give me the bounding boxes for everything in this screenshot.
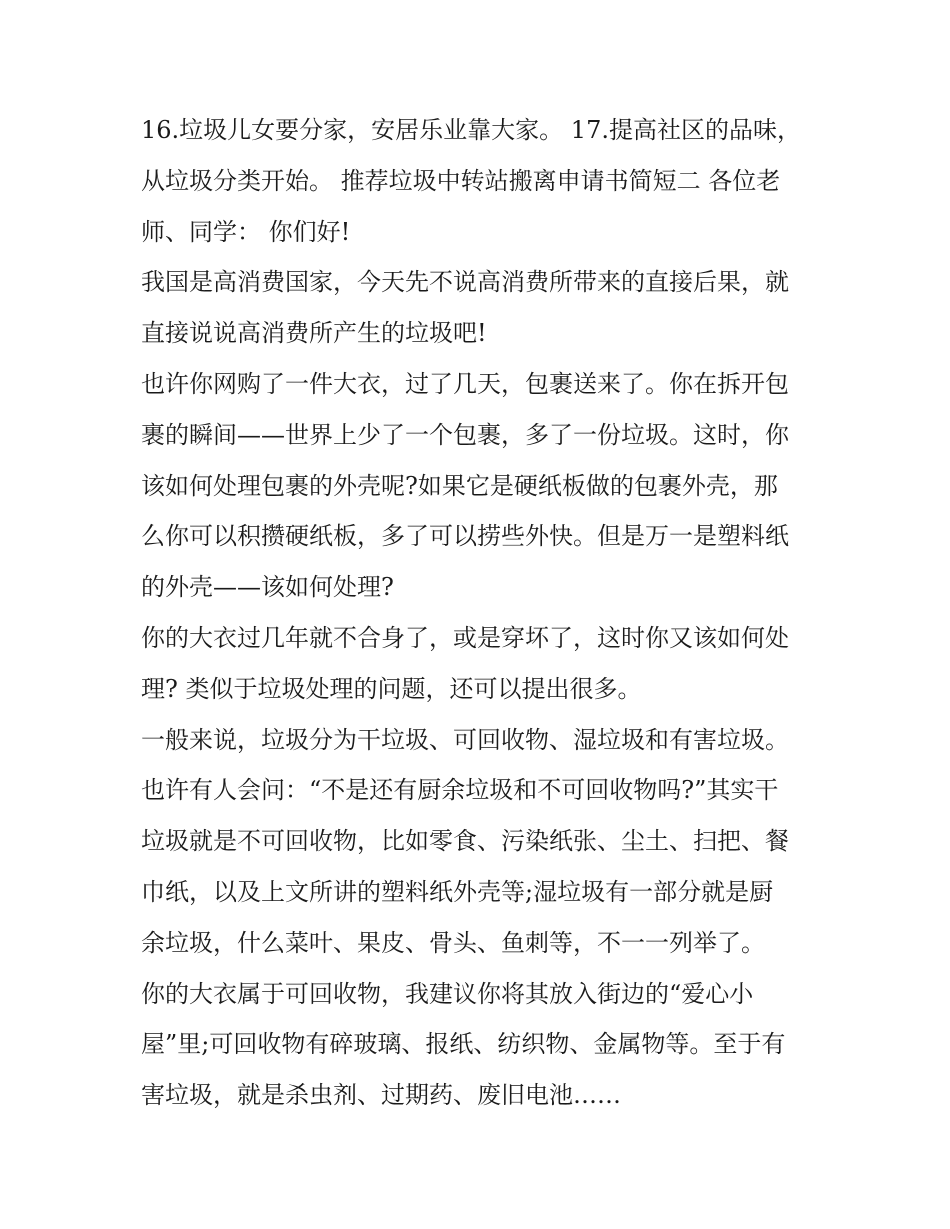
text-line: 么你可以积攒硬纸板，多了可以捞些外快。但是万一是塑料纸 <box>141 522 789 551</box>
text-line: 从垃圾分类开始。 推荐垃圾中转站搬离申请书简短二 各位老 <box>141 166 781 195</box>
text-line: 巾纸，以及上文所讲的塑料纸外壳等;湿垃圾有一部分就是厨 <box>141 877 774 906</box>
text-line: 屋”里;可回收物有碎玻璃、报纸、纺织物、金属物等。至于有 <box>141 1030 786 1059</box>
text-line: 害垃圾，就是杀虫剂、过期药、废旧电池…… <box>141 1081 621 1110</box>
text-line: 师、同学： 你们好! <box>141 217 351 246</box>
text-line: 16.垃圾儿女要分家，安居乐业靠大家。 17.提高社区的品味， <box>141 116 801 144</box>
text-line: 裹的瞬间——世界上少了一个包裹，多了一份垃圾。这时，你 <box>141 420 789 449</box>
text-line: 你的大衣过几年就不合身了，或是穿坏了，这时你又该如何处 <box>141 623 789 652</box>
text-line: 余垃圾，什么菜叶、果皮、骨头、鱼刺等，不一一列举了。 <box>141 928 765 957</box>
text-line: 一般来说，垃圾分为干垃圾、可回收物、湿垃圾和有害垃圾。 <box>141 725 789 754</box>
text-line: 也许你网购了一件大衣，过了几天，包裹送来了。你在拆开包 <box>141 369 789 398</box>
text-line: 该如何处理包裹的外壳呢?如果它是硬纸板做的包裹外壳，那 <box>141 471 778 500</box>
text-line: 的外壳——该如何处理? <box>141 573 394 602</box>
text-line: 理? 类似于垃圾处理的问题，还可以提出很多。 <box>141 674 642 703</box>
text-line: 直接说说高消费所产生的垃圾吧! <box>141 319 487 348</box>
text-line: 也许有人会问：“不是还有厨余垃圾和不可回收物吗?”其实干 <box>141 776 779 805</box>
document-body <box>141 105 821 1121</box>
text-line: 垃圾就是不可回收物，比如零食、污染纸张、尘土、扫把、餐 <box>141 827 789 856</box>
text-line: 你的大衣属于可回收物，我建议你将其放入街边的“爱心小 <box>141 979 754 1008</box>
text-line: 我国是高消费国家，今天先不说高消费所带来的直接后果，就 <box>141 268 789 297</box>
